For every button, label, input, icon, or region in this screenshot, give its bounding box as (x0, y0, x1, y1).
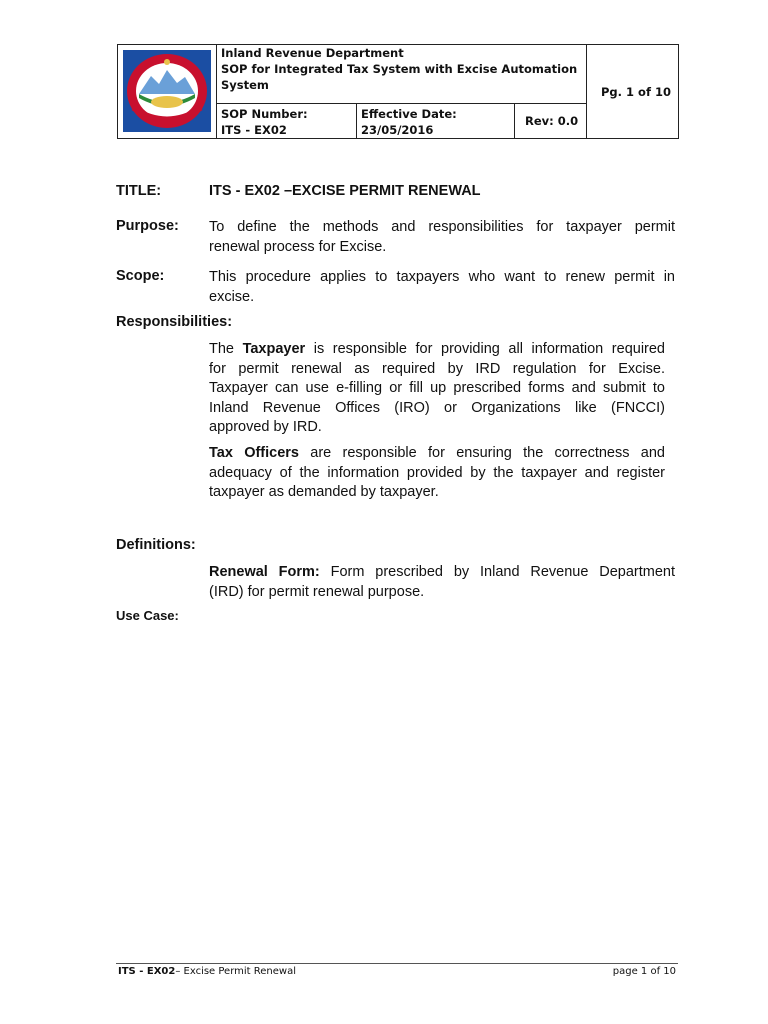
purpose-line-1: To define the methods and responsibilities for taxpayer permit (209, 219, 675, 235)
taxpayer-responsibility (209, 340, 665, 438)
scope-line-2: excise. (209, 288, 255, 305)
revision-cell (515, 104, 587, 138)
taxpayer-line-1-rest: is responsible for providing all information required (305, 341, 665, 357)
sop-number-cell (217, 104, 357, 138)
officers-line-1 (209, 444, 665, 464)
department-cell (217, 45, 587, 104)
effective-date-cell (357, 104, 515, 138)
scope-label: Scope: (116, 268, 165, 284)
definitions-label: Definitions: (116, 537, 196, 553)
effective-date-label: Effective Date: (361, 107, 457, 121)
renewal-form-definition (209, 563, 675, 602)
footer-title: – Excise Permit Renewal (175, 966, 296, 977)
definition-term: Renewal Form: (209, 564, 320, 580)
taxpayer-pre: The (209, 341, 243, 357)
sop-number-value: ITS - EX02 (221, 123, 287, 137)
taxpayer-term: Taxpayer (242, 341, 306, 357)
sop-title-line-1: SOP for Integrated Tax System with Excise Automation (221, 62, 578, 76)
department-name: Inland Revenue Department (221, 46, 404, 60)
document-title: ITS - EX02 –EXCISE PERMIT RENEWAL (209, 183, 481, 199)
purpose-label: Purpose: (116, 218, 179, 234)
definition-line-1-rest: Form prescribed by Inland Revenue Department (319, 564, 676, 580)
taxpayer-line-5: approved by IRD. (209, 419, 322, 435)
taxpayer-line-4: Inland Revenue Offices (IRO) or Organizations like (FNCCI) (209, 399, 665, 416)
definition-line-1 (209, 563, 675, 583)
responsibilities-label: Responsibilities: (116, 314, 233, 330)
page-number: Pg. 1 of 10 (601, 84, 671, 99)
purpose-line-2: renewal process for Excise. (209, 238, 387, 255)
officers-line-1-rest: are responsible for ensuring the correctness and (299, 445, 665, 461)
effective-date-value: 23/05/2016 (361, 123, 434, 137)
nepal-emblem-icon (123, 50, 211, 132)
title-label: TITLE: (116, 183, 162, 199)
footer-left (118, 966, 296, 977)
scope-text (209, 268, 675, 307)
scope-line-1: This procedure applies to taxpayers who want to renew permit in (209, 269, 675, 285)
officers-responsibility (209, 444, 665, 503)
document-header-table (117, 44, 679, 139)
definition-line-2: (IRD) for permit renewal purpose. (209, 583, 425, 600)
taxpayer-line-2: for permit renewal as required by IRD regulation for Excise. (209, 360, 665, 377)
purpose-text (209, 218, 675, 257)
page-number-cell (587, 45, 678, 138)
officers-line-2: adequacy of the information provided by the taxpayer and register (209, 464, 665, 481)
revision: Rev: 0.0 (525, 114, 579, 128)
sop-title-line-2: System (221, 78, 269, 92)
sop-number-label: SOP Number: (221, 107, 308, 121)
use-case-label: Use Case: (116, 608, 179, 623)
officers-term: Tax Officers (209, 445, 299, 461)
logo-cell (118, 45, 217, 138)
taxpayer-line-3: Taxpayer can use e-filling or fill up prescribed forms and submit to (209, 380, 665, 396)
footer-divider (116, 963, 678, 964)
officers-line-3: taxpayer as demanded by taxpayer. (209, 484, 439, 500)
footer-page-number: page 1 of 10 (612, 966, 676, 977)
footer-code: ITS - EX02 (118, 966, 176, 977)
taxpayer-line-1 (209, 340, 665, 360)
